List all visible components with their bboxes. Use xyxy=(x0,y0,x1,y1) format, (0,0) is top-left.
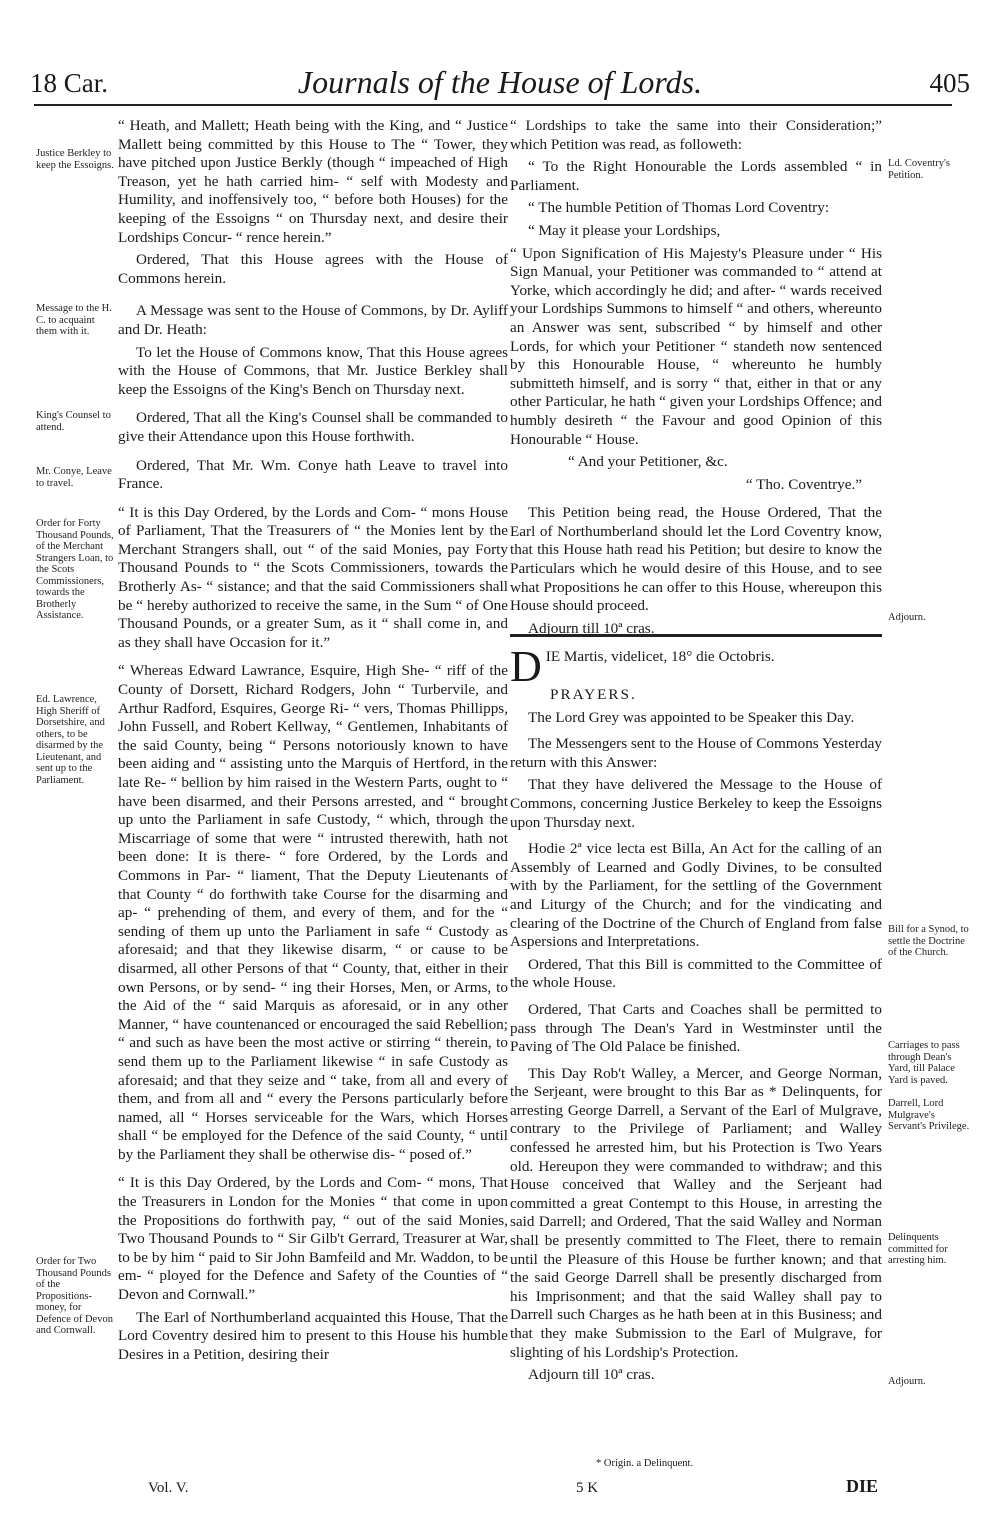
margin-note: Ld. Coventry's Petition. xyxy=(888,158,950,181)
margin-note: Mr. Conye, Leave to travel. xyxy=(36,466,112,489)
margin-note: Adjourn. xyxy=(888,612,926,623)
catchword: DIE xyxy=(846,1476,879,1496)
paragraph: “ Whereas Edward Lawrance, Esquire, High She- “ riff of the County of Dorsett, Richard Rodgers, John “ Turbervile, and Arthur Radford, Esquires, George Ri- “ vers, Thomas Phillipps, John Fussell, and Robert Kellway, “ Gentlemen, Inhabitants of the said County, being “ Persons notoriously known to have been aiding and “ assisting unto the Marquis of Hertford, in the late Re- “ bellion by him raised in the Western Parts, ought to “ have been disarmed, and their Persons arrested, and “ brought up unto the Parliament in safe Custody, “ which, through the Miscarriage of some that were “ intrusted therewith, hath not been done: It is there- “ fore Ordered, by the Lords and Commons in Par- “ liament, That the Deputy Lieutenants of that County “ do forthwith take Course for the disarming and ap- “ prehending of them, and every of them, and for the “ sending of them up unto the Parliament in safe “ Custody as aforesaid; and that they likewise disarm, “ or cause to be disarmed, all other Persons of that “ County, that, either in their own Persons, or by send- “ ing their Horses, Men, or Arms, to the Aid of the “ said Marquis as aforesaid, or in any other Manner, “ have countenanced or encouraged the said Rebellion; “ and such as have been the most active or stirring “ therein, to send them up to the Parliament likewise “ in safe Custody as aforesaid; and that they seize and “ take, from all and every of them, and from all and “ every the Persons particularly before named, all “ Horses serviceable for the Wars, which Horses shall “ be employed for the Defence of the said County, “ until by the Parliament they shall be otherwise dis- “ posed of.” xyxy=(118,662,508,1163)
footnote: * Origin. a Delinquent. xyxy=(596,1458,694,1469)
signature-mark: 5 K xyxy=(576,1480,599,1496)
margin-note: King's Counsel to attend. xyxy=(36,410,111,433)
petition-title: “ The humble Petition of Thomas Lord Coventry: xyxy=(528,199,830,217)
paragraph: “ Lordships to take the same into their Consideration;” which Petition was read, as followeth: xyxy=(510,117,882,153)
paragraph: The Earl of Northumberland acquainted this House, That the Lord Coventry desired him to present to this House his humble Desires in a Petition, desiring their xyxy=(118,1308,508,1363)
right-column-upper xyxy=(510,117,882,637)
section-rule xyxy=(510,634,882,637)
paragraph: Ordered, That this Bill is committed to the Committee of the whole House. xyxy=(510,955,882,992)
paragraph: That they have delivered the Message to the House of Commons, concerning Justice Berkeley to keep the Essoigns upon Thursday next. xyxy=(510,776,882,831)
margin-note: Bill for a Synod, to settle the Doctrine of the Church. xyxy=(888,924,969,958)
paragraph: Ordered, That this House agrees with the House of Commons herein. xyxy=(118,251,508,287)
petition-salutation: “ May it please your Lordships, xyxy=(528,221,721,239)
volume-label: Vol. V. xyxy=(148,1480,189,1496)
petition-signature: “ Tho. Coventrye.” xyxy=(745,475,862,493)
paragraph: A Message was sent to the House of Commons, by Dr. Ayliff and Dr. Heath: xyxy=(118,302,508,338)
margin-note: Order for Two Thousand Pounds of the Propositions-money, for Defence of Devon and Cornwall. xyxy=(36,1256,113,1336)
petition-close: “ And your Petitioner, &c. xyxy=(568,453,728,471)
paragraph: This Day Rob't Walley, a Mercer, and George Norman, the Serjeant, were brought to this Bar as * Delinquents, for arresting George Darrell, a Servant of the Earl of Mulgrave, contrary to the Privilege of Parliament; and Walley confessed he arrested him, but his Protection is Two Years old. Hereupon they were commanded to withdraw; and this House conceived that Walley and the Serjeant had committed a great Contempt to this House, in arresting the said Darrell; and Ordered, That the said Walley and Norman shall be presently committed to The Fleet, there to remain until the Pleasure of this House be further known; and that the said George Darrell shall be presently discharged from his Imprisonment; and that the said Walley shall pay to Darrell such Charges as he hath been at in this Business; and that they make Submission to the Earl of Mulgrave, for slighting of his Lordship's Protection. xyxy=(510,1064,882,1361)
margin-note: Carriages to pass through Dean's Yard, till Palace Yard is paved. xyxy=(888,1040,960,1086)
adjourn-line: Adjourn till 10ª cras. xyxy=(528,1366,655,1384)
adjourn-line: Adjourn till 10ª cras. xyxy=(528,619,655,637)
right-column-lower xyxy=(510,642,882,1458)
drop-initial: D xyxy=(510,642,542,691)
header-rule xyxy=(34,104,952,106)
paragraph: The Lord Grey was appointed to be Speaker this Day. xyxy=(528,708,855,726)
journal-title: Journals of the House of Lords. xyxy=(297,64,703,100)
page-number: 405 xyxy=(929,68,970,98)
margin-note: Darrell, Lord Mulgrave's Servant's Privilege. xyxy=(888,1098,970,1132)
paragraph: To let the House of Commons know, That this House agrees with the House of Commons, that Mr. Justice Berkley shall keep the Essoigns of the King's Bench on Thursday next. xyxy=(118,343,508,398)
petition-body: “ Upon Signification of His Majesty's Pleasure under “ His Sign Manual, your Petitioner was commanded to “ attend at Yorke, which accordingly he did; and after- “ wards received your Lordships Summons to himself “ and others, whereunto an Answer was sent, subscribed “ by himself and other Lords, for which your Petitioner “ standeth now sentenced by this Honourable House, “ whereunto he humbly submitteth himself, and is sorry “ that, either in that or any other Particular, he hath “ given your Lordships Offence; and humbly desireth “ the Favour and good Opinion of this Honourable “ House. xyxy=(510,244,882,448)
margin-note: Delinquents committed for arresting him. xyxy=(888,1232,948,1266)
paragraph: Ordered, That Carts and Coaches shall be permitted to pass through The Dean's Yard in Westminster until the Paving of The Old Palace be finished. xyxy=(510,1000,882,1056)
prayers-heading: PRAYERS. xyxy=(550,686,637,703)
paragraph: “ It is this Day Ordered, by the Lords and Com- “ mons, That the Treasurers in London for the Monies “ that come in upon the Propositions do forthwith pay, “ out of the said Monies, Two Thousand Pounds to “ Sir Gilb't Gerrard, Treasurer at War, to be by him “ paid to Sir John Bamfeild and Mr. Waddon, to be em- “ ployed for the Defence and Safety of the Counties of “ Devon and Cornwall.” xyxy=(118,1174,508,1304)
paragraph: This Petition being read, the House Ordered, That the Earl of Northumberland should let the Lord Coventry know, that this House hath read his Petition; but desire to know the Particulars which he would desire of this House, and to see what Propositions he can offer to this House, whereupon this House should proceed. xyxy=(510,504,882,615)
margin-note: Adjourn. xyxy=(888,1376,926,1387)
regnal-year: 18 Car. xyxy=(30,68,108,98)
paragraph: “ Heath, and Mallett; Heath being with the King, and “ Justice Mallett being committed by this House to The “ Tower, they have pitched upon Justice Berkly (though “ impeached of High Treason, yet he hath carried him- “ self with Modesty and Humility, and inoffensively too, “ before both Houses) for the keeping of the Essoigns “ on Thursday next, and desire their Lordships Concur- “ rence herein.” xyxy=(118,117,508,246)
margin-note: Ed. Lawrence, High Sheriff of Dorsetshire, and others, to be disarmed by the Lieutenant, and sent up to the Parliament. xyxy=(36,694,105,786)
paragraph: The Messengers sent to the House of Commons Yesterday return with this Answer: xyxy=(510,735,882,771)
paragraph: Hodie 2ª vice lecta est Billa, An Act for the calling of an Assembly of Learned and Godly Divines, to be consulted with by the Parliament, for the settling of the Government and Liturgy of the Church; and for the vindicating and clearing of the Doctrine of the Church of England from false Aspersions and Interpretations. xyxy=(510,840,882,951)
margin-note: Message to the H. C. to acquaint them with it. xyxy=(36,303,112,337)
day-heading xyxy=(510,642,882,691)
left-column xyxy=(118,117,508,1477)
paragraph: Ordered, That Mr. Wm. Conye hath Leave to travel into France. xyxy=(118,456,508,493)
petition-address: “ To the Right Honourable the Lords assembled “ in Parliament. xyxy=(510,158,882,194)
margin-note: Justice Berkley to keep the Essoigns. xyxy=(36,148,114,171)
day-heading-text: IE Martis, videlicet, 18° die Octobris. xyxy=(545,648,775,665)
margin-note: Order for Forty Thousand Pounds, of the Merchant Strangers Loan, to the Scots Commissioners, towards the Brotherly Assistance. xyxy=(36,518,114,621)
paragraph: Ordered, That all the King's Counsel shall be commanded to give their Attendance upon this House forthwith. xyxy=(118,409,508,445)
paragraph: “ It is this Day Ordered, by the Lords and Com- “ mons House of Parliament, That the Treasurers of “ the Monies lent by the Merchant Strangers shall, out “ of the said Monies, pay Forty Thousand Pounds to “ the Scots Commissioners, towards the Brotherly As- “ sistance; and that the said Commissioners shall be “ hereby authorized to receive the same, in the Sum “ of One Thousand Pounds, or a greater Sum, as it “ shall come in, and as they shall have Occasion for it.” xyxy=(118,503,508,651)
